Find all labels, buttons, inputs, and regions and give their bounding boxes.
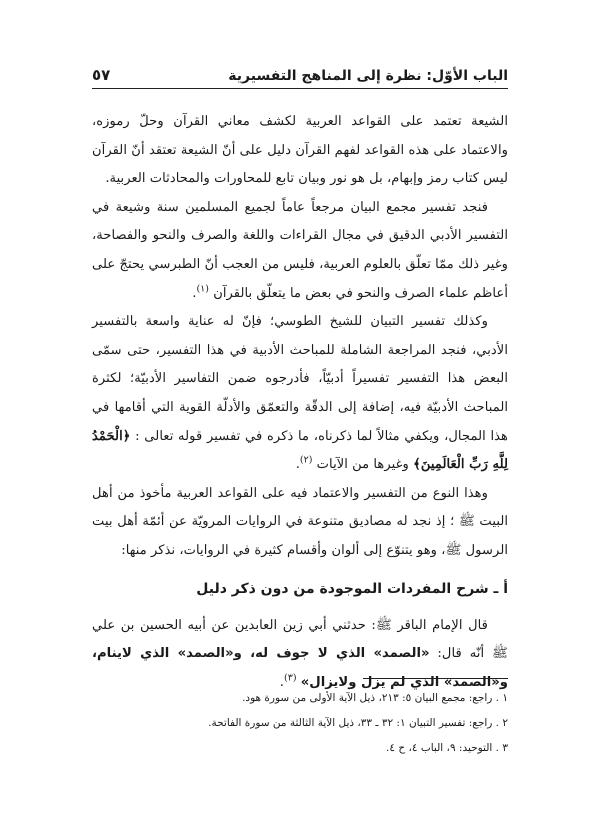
- paragraph: وكذلك تفسير التبيان للشيخ الطوسي؛ فإنّ له عناية واسعة بالتفسير الأدبي، فنجد المراجعة الشاملة للمباحث الأدبية في هذا التفسير، حتى سمّى البعض هذا التفسير تفسيراً أدبيّاً، فأدرجوه ضمن التفاسير الأدبيّة؛ لكثرة المباحث الأدبيّة فيه، إضافة إلى الدقّة والتعمّق والأدلّة القوية التي أقامها في هذا المجال، ويكفي مثالاً لما ذكرناه، ما ذكره في تفسير قوله تعالى : ﴿الْحَمْدُ لِلَّهِ رَبِّ الْعَالَمِينَ﴾ وغيرها من الآيات $^{(٢)}$.: [92, 314, 508, 473]
- hadith-paragraph: قال الإمام الباقر ﷺ: حدثني أبي زين العابدين عن أبيه الحسين بن علي ﷺ أنّه قال: «الصمد» الذي لا جوف له، و«الصمد» الذي لاينام، و«الصمد» الذي لم يزل ولايزال» $^{(٣)}$.: [92, 617, 508, 690]
- hadith-quote: «الصمد» الذي لا جوف له، و«الصمد» الذي لاينام، و«الصمد» الذي لم يزل ولايزال»: [92, 646, 508, 690]
- page-number: ٥٧: [92, 66, 111, 84]
- footnote-reference[interactable]: (٣): [284, 672, 297, 684]
- footnote: ٣ . التوحيد: ٩، الباب ٤، ح ٤.: [386, 742, 508, 754]
- paragraph: وهذا النوع من التفسير والاعتماد فيه على القواعد العربية مأخوذ من أهل البيت ﷺ ؛ إذ نجد له مصاديق متنوعة في الروايات المرويّة عن أئمّة أهل بيت الرسول ﷺ، وهو يتنوّع إلى ألوان وأقسام كثيرة في الروايات، نذكر منها:: [92, 485, 508, 558]
- footnote: ٢ . راجع: تفسير التبيان ١: ٣٢ ـ ٣٣، ذيل الآية الثالثة من سورة الفاتحة.: [208, 717, 508, 729]
- footnotes: [92, 686, 508, 761]
- footnote: ١ . راجع: مجمع البيان ٥: ٢١٣، ذيل الآية الأولى من سورة هود.: [242, 692, 508, 704]
- main-text: [92, 108, 508, 697]
- footnote-reference[interactable]: (١): [196, 283, 209, 295]
- quran-verse: ﴿الْحَمْدُ لِلَّهِ رَبِّ الْعَالَمِينَ﴾: [92, 428, 508, 473]
- footnote-divider: [363, 678, 508, 679]
- footnote-reference[interactable]: (٢): [299, 454, 313, 466]
- chapter-title: الباب الأوّل: نظرة إلى المناهج التفسيرية: [228, 68, 508, 84]
- section-subheading: أ ـ شرح المفردات الموجودة من دون ذكر دليل: [196, 580, 508, 597]
- paragraph: الشيعة تعتمد على القواعد العربية لكشف معاني القرآن وحلّ رموزه، والاعتماد على هذه القواعد لفهم القرآن دليل على أنّ الشيعة تعتقد أنّ القرآن ليس كتاب رمز وإبهام، بل هو نور وبيان تابع للمحاورات والمحادثات العربية.: [92, 114, 508, 187]
- paragraph: فنجد تفسير مجمع البيان مرجعاً عاماً لجميع المسلمين سنة وشيعة في التفسير الأدبي الدقيق في مجال القراءات واللغة والصرف والنحو والفصاحة، وغير ذلك ممّا تعلّق بالعلوم العربية، فليس من العجب أنّ الطبرسي يحتجّ على أعاظم علماء الصرف والنحو في بعض ما يتعلّق بالقرآن $^{(١)}$.: [92, 199, 508, 301]
- running-header: [92, 54, 508, 89]
